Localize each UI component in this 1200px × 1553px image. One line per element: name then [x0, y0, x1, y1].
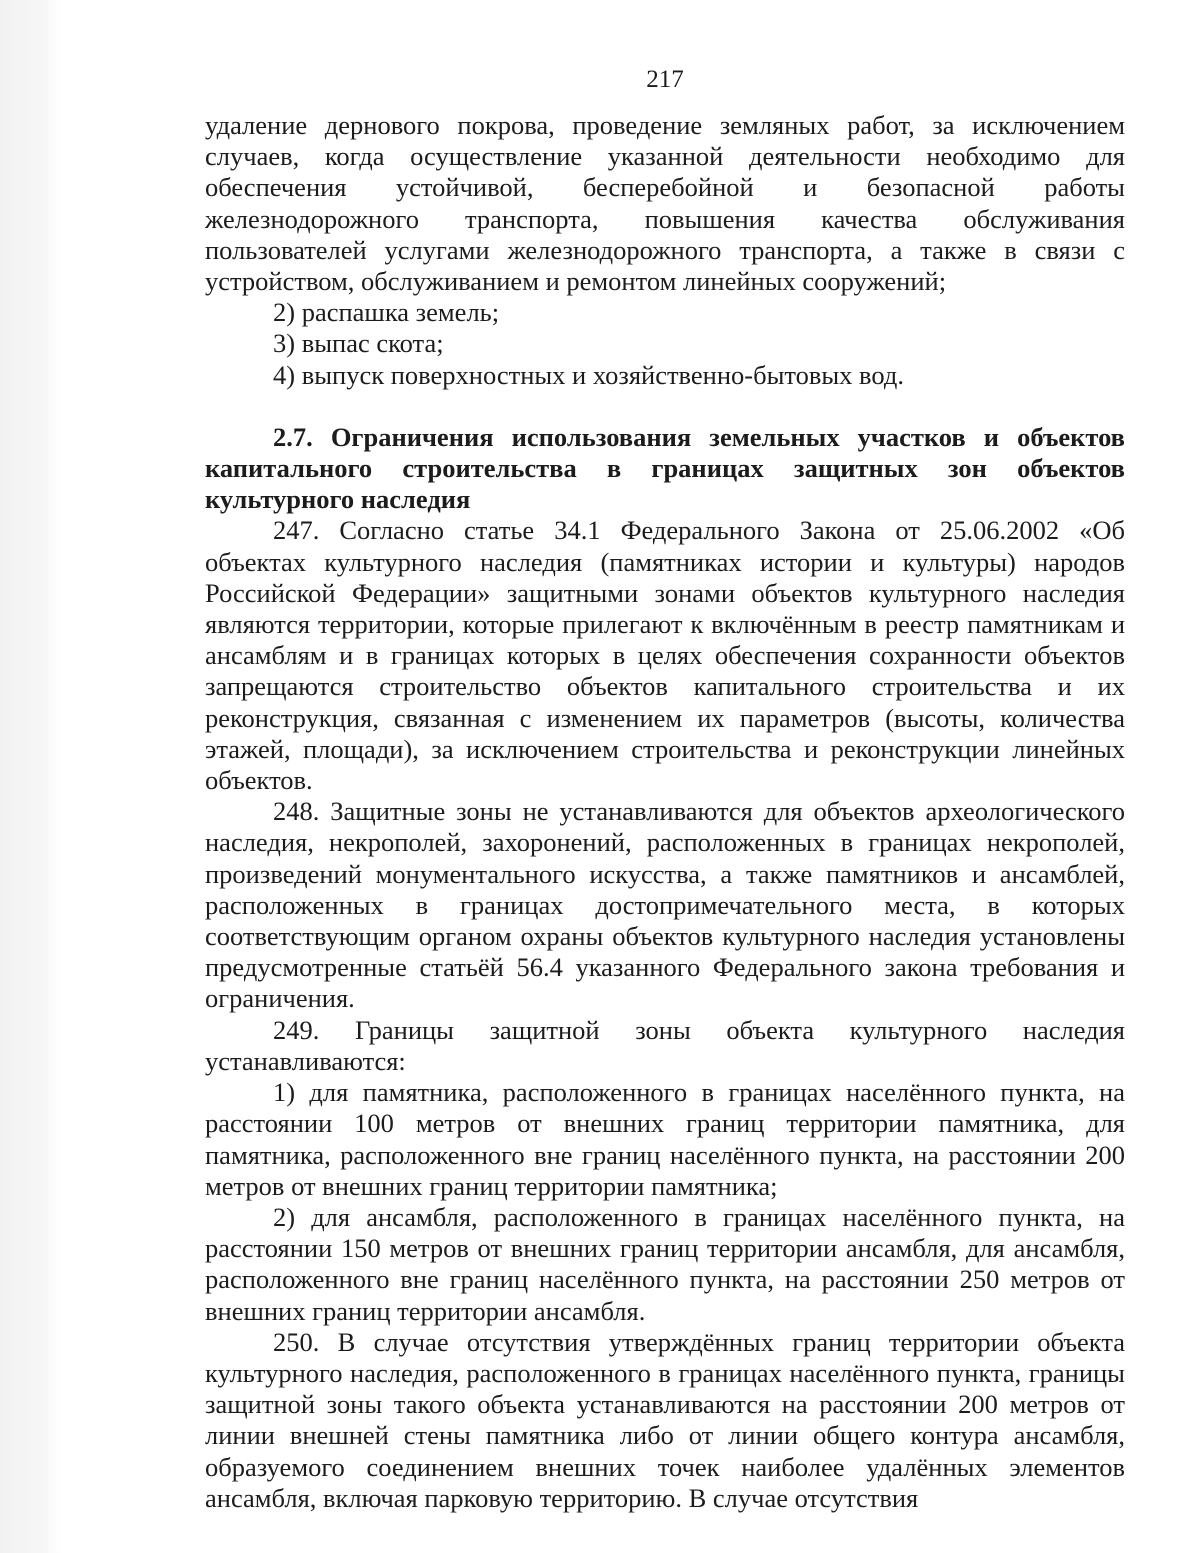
- paragraph-249-item-1: 1) для памятника, расположенного в границах населённого пункта, на расстоянии 100 метров от внешних границ территории памятника, для памятника, расположенного вне границ населённого пункта, на расстоянии 200 метров от внешних границ территории памятника;: [205, 1077, 1125, 1201]
- page-number: 217: [646, 66, 684, 93]
- list-item: 3) выпас скота;: [273, 328, 444, 359]
- document-body: [205, 110, 1125, 1514]
- scan-edge-shadow: [0, 0, 62, 1553]
- continuation-paragraph: удаление дернового покрова, проведение земляных работ, за исключением случаев, когда осуществление указанной деятельности необходимо для обеспечения устойчивой, бесперебойной и безопасной работы железнодорожного транспорта, повышения качества обслуживания пользователей услугами железнодорожного транспорта, а также в связи с устройством, обслуживанием и ремонтом линейных сооружений;: [205, 110, 1125, 297]
- paragraph-249: 249. Границы защитной зоны объекта культурного наследия устанавливаются:: [205, 1014, 1125, 1076]
- list-item: 2) распашка земель;: [273, 297, 500, 328]
- paragraph-250: 250. В случае отсутствия утверждённых границ территории объекта культурного наследия, расположенного в границах населённого пункта, границы защитной зоны такого объекта устанавливаются на расстоянии 200 метров от линии внешней стены памятника либо от линии общего контура ансамбля, образуемого соединением внешних точек наиболее удалённых элементов ансамбля, включая парковую территорию. В случае отсутствия: [205, 1326, 1125, 1513]
- paragraph-247: 247. Согласно статье 34.1 Федерального Закона от 25.06.2002 «Об объектах культурного наследия (памятниках истории и культуры) народов Российской Федерации» защитными зонами объектов культурного наследия являются территории, которые прилегают к включённым в реестр памятникам и ансамблям и в границах которых в целях обеспечения сохранности объектов запрещаются строительство объектов капитального строительства и их реконструкция, связанная с изменением их параметров (высоты, количества этажей, площади), за исключением строительства и реконструкции линейных объектов.: [205, 515, 1125, 796]
- paragraph-249-item-2: 2) для ансамбля, расположенного в границах населённого пункта, на расстоянии 150 метров от внешних границ территории ансамбля, для ансамбля, расположенного вне границ населённого пункта, на расстоянии 250 метров от внешних границ территории ансамбля.: [205, 1201, 1125, 1326]
- section-heading: 2.7. Ограничения использования земельных участков и объектов капитального строительства в границах защитных зон объектов культурного наследия: [205, 421, 1125, 515]
- paragraph-248: 248. Защитные зоны не устанавливаются для объектов археологического наследия, некрополей, захоронений, расположенных в границах некрополей, произведений монументального искусства, а также памятников и ансамблей, расположенных в границах достопримечательного места, в которых соответствующим органом охраны объектов культурного наследия установлены предусмотренные статьёй 56.4 указанного Федерального закона требования и ограничения.: [205, 796, 1125, 1014]
- section-gap: [205, 391, 1125, 422]
- list-item: 4) выпуск поверхностных и хозяйственно-бытовых вод.: [273, 359, 904, 390]
